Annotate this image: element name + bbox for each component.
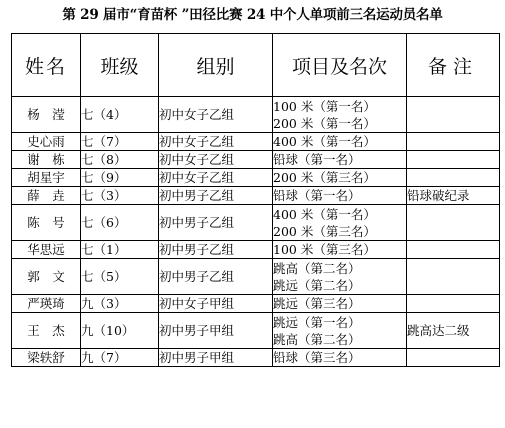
athlete-name-cell: 华思远 <box>12 241 81 259</box>
event-result-line: 跳远（第一名） <box>273 314 361 330</box>
event-result-line: 铅球（第一名） <box>273 152 361 167</box>
event-result-line: 铅球（第三名） <box>273 350 361 365</box>
athlete-name-cell: 谢 栋 <box>12 151 81 169</box>
event-result-line: 铅球（第一名） <box>273 188 361 203</box>
athlete-name-cell: 陈 号 <box>12 205 81 241</box>
table-row <box>12 313 500 349</box>
event-result-cell <box>273 259 407 295</box>
group-cell: 初中女子乙组 <box>159 133 273 151</box>
note-cell <box>407 169 500 187</box>
note-cell <box>407 133 500 151</box>
event-result-cell <box>273 169 407 187</box>
table-body <box>12 97 500 367</box>
note-cell: 跳高达二级 <box>407 313 500 349</box>
event-result-line: 100 米（第三名） <box>273 242 376 257</box>
group-cell: 初中男子甲组 <box>159 313 273 349</box>
event-result-cell <box>273 313 407 349</box>
document-title: 第 29 届市“育苗杯 ”田径比赛 24 中个人单项前三名运动员名单 <box>62 7 443 23</box>
header-group: 组别 <box>159 34 273 97</box>
header-name: 姓名 <box>12 34 81 97</box>
class-cell: 七（1） <box>81 241 159 259</box>
athlete-name-cell: 杨 滢 <box>12 97 81 133</box>
class-cell: 七（7） <box>81 133 159 151</box>
athlete-name-cell: 王 杰 <box>12 313 81 349</box>
group-cell: 初中男子乙组 <box>159 205 273 241</box>
table-row <box>12 133 500 151</box>
event-result-line: 100 米（第一名） <box>273 98 376 114</box>
class-cell: 七（6） <box>81 205 159 241</box>
athlete-table <box>11 33 500 367</box>
event-result-cell <box>273 151 407 169</box>
class-cell: 九（7） <box>81 349 159 367</box>
group-cell: 初中女子乙组 <box>159 151 273 169</box>
group-cell: 初中女子乙组 <box>159 97 273 133</box>
event-result-cell <box>273 349 407 367</box>
athlete-name-cell: 严瑛琦 <box>12 295 81 313</box>
note-cell: 铅球破纪录 <box>407 187 500 205</box>
athlete-name-cell: 梁轶舒 <box>12 349 81 367</box>
header-event: 项目及名次 <box>273 34 407 97</box>
event-result-line: 400 米（第一名） <box>273 206 376 222</box>
event-result-cell <box>273 205 407 241</box>
group-cell: 初中女子甲组 <box>159 295 273 313</box>
athlete-name-cell: 薛 垚 <box>12 187 81 205</box>
athlete-name-cell: 史心雨 <box>12 133 81 151</box>
event-result-cell <box>273 133 407 151</box>
event-result-cell <box>273 187 407 205</box>
note-cell <box>407 295 500 313</box>
table-row <box>12 259 500 295</box>
class-cell: 七（5） <box>81 259 159 295</box>
class-cell: 九（10） <box>81 313 159 349</box>
class-cell: 七（8） <box>81 151 159 169</box>
class-cell: 七（3） <box>81 187 159 205</box>
group-cell: 初中男子乙组 <box>159 187 273 205</box>
event-result-line: 跳高（第二名） <box>273 260 361 276</box>
table-row <box>12 97 500 133</box>
table-row <box>12 295 500 313</box>
athlete-name-cell: 胡星宇 <box>12 169 81 187</box>
event-result-line: 200 米（第三名） <box>273 223 376 239</box>
note-cell <box>407 259 500 295</box>
event-result-cell <box>273 295 407 313</box>
table-header-row <box>12 34 500 97</box>
class-cell: 七（9） <box>81 169 159 187</box>
table-row <box>12 349 500 367</box>
class-cell: 七（4） <box>81 97 159 133</box>
event-result-cell <box>273 241 407 259</box>
group-cell: 初中女子乙组 <box>159 169 273 187</box>
table-row <box>12 151 500 169</box>
table-row <box>12 169 500 187</box>
note-cell <box>407 97 500 133</box>
note-cell <box>407 349 500 367</box>
event-result-line: 200 米（第一名） <box>273 115 376 131</box>
group-cell: 初中男子甲组 <box>159 349 273 367</box>
group-cell: 初中男子乙组 <box>159 259 273 295</box>
event-result-line: 跳远（第三名） <box>273 296 361 311</box>
table-row <box>12 241 500 259</box>
athlete-name-cell: 郭 文 <box>12 259 81 295</box>
note-cell <box>407 151 500 169</box>
event-result-line: 跳高（第二名） <box>273 331 361 347</box>
group-cell: 初中男子乙组 <box>159 241 273 259</box>
event-result-line: 200 米（第三名） <box>273 170 376 185</box>
header-class: 班级 <box>81 34 159 97</box>
header-note: 备注 <box>407 34 500 97</box>
event-result-line: 跳远（第二名） <box>273 277 361 293</box>
note-cell <box>407 241 500 259</box>
note-cell <box>407 205 500 241</box>
event-result-line: 400 米（第一名） <box>273 134 376 149</box>
table-row <box>12 187 500 205</box>
event-result-cell <box>273 97 407 133</box>
table-row <box>12 205 500 241</box>
class-cell: 九（3） <box>81 295 159 313</box>
